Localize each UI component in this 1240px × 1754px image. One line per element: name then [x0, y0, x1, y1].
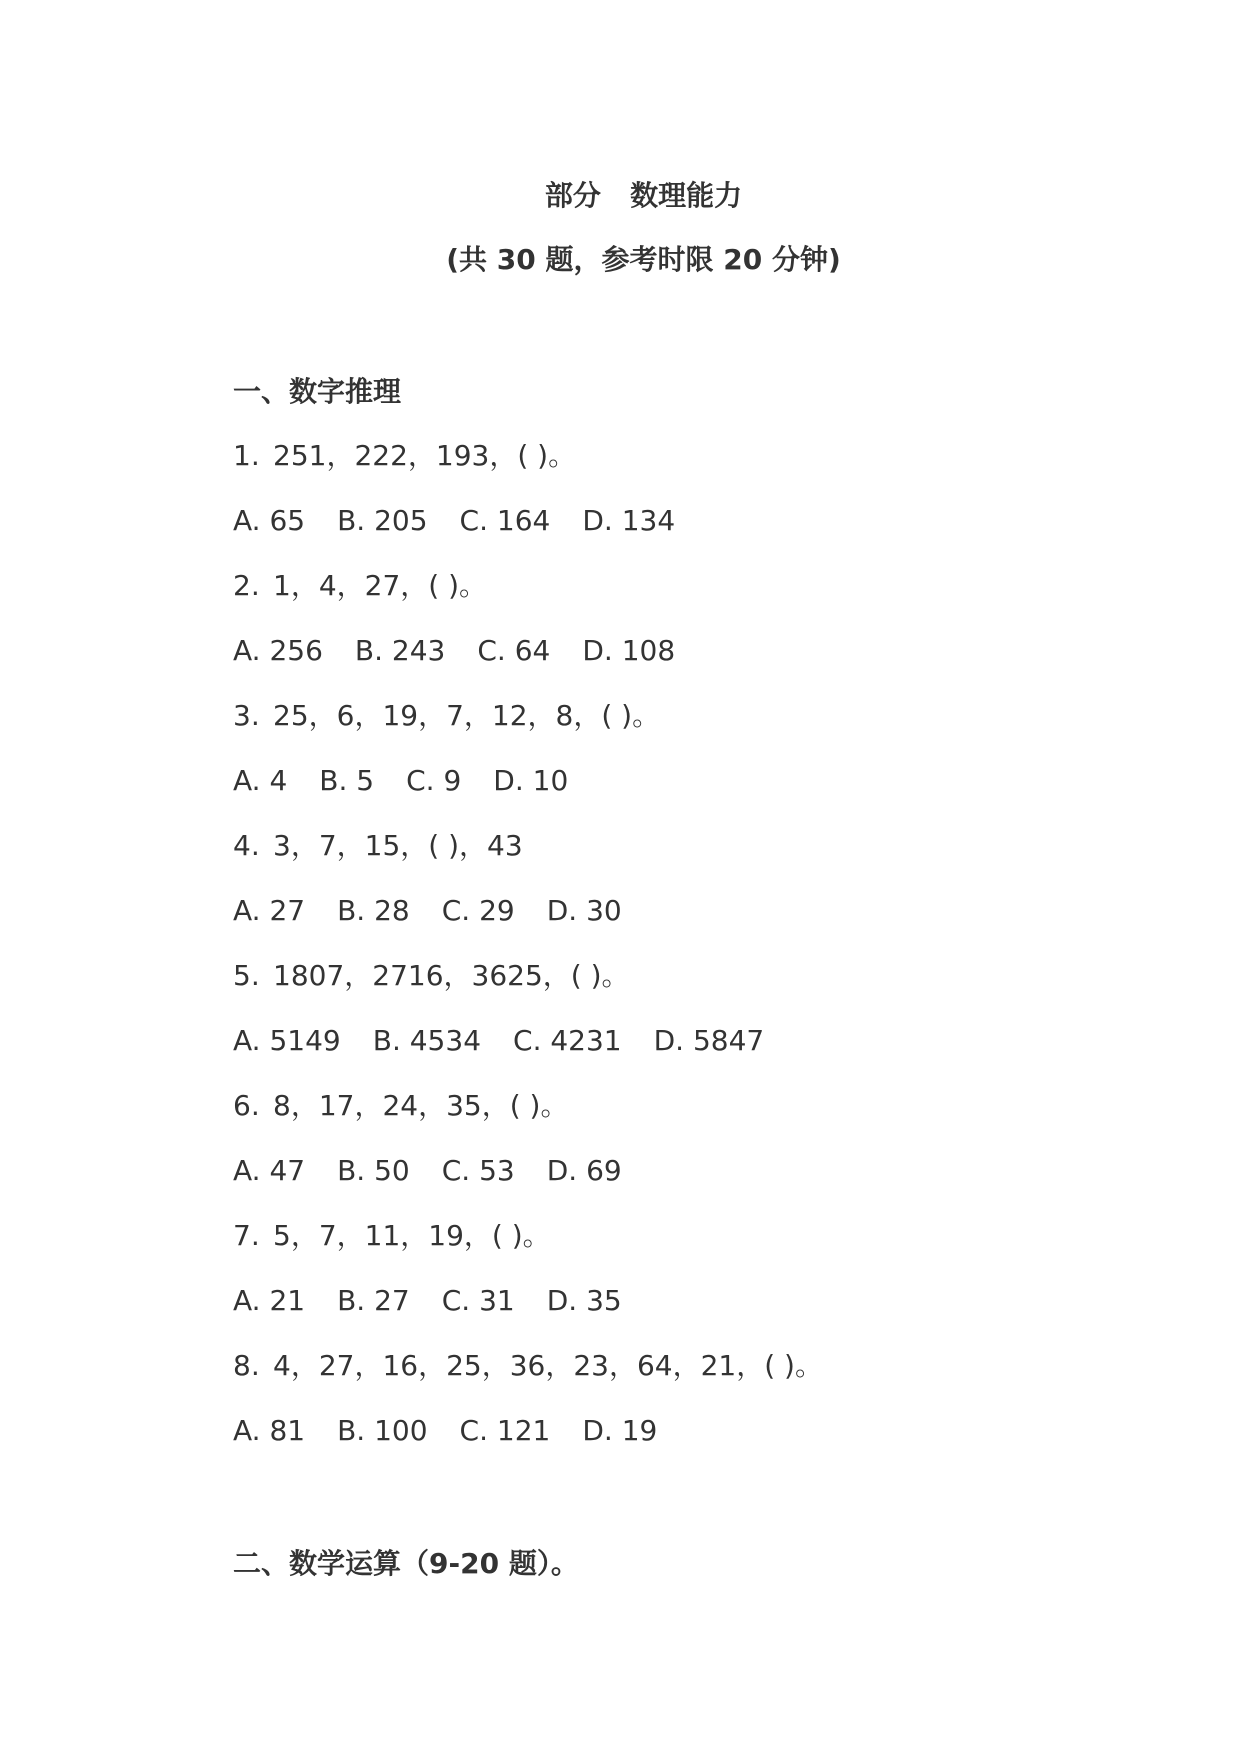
- question-stem-line: [233, 438, 823, 503]
- option-b: B. 28: [337, 894, 410, 927]
- option-d: D. 35: [546, 1284, 622, 1317]
- option-c: C. 31: [441, 1284, 515, 1317]
- question-stem: 5，7，11，19，( )。: [273, 1219, 551, 1252]
- option-b: B. 243: [354, 634, 446, 667]
- option-b: B. 4534: [372, 1024, 482, 1057]
- option-a: A. 65: [233, 504, 306, 537]
- question-options: [233, 763, 823, 828]
- option-a: A. 47: [233, 1154, 306, 1187]
- question-stem: 1807，2716，3625，( )。: [273, 959, 630, 992]
- option-a: A. 81: [233, 1414, 306, 1447]
- question-item: [233, 438, 823, 568]
- section-heading-math-operations: 二、数学运算（9-20 题）。: [233, 1547, 579, 1580]
- question-item: [233, 1348, 823, 1478]
- question-stem-line: [233, 1218, 823, 1283]
- option-a: A. 5149: [233, 1024, 341, 1057]
- question-stem-line: [233, 698, 823, 763]
- option-a: A. 21: [233, 1284, 306, 1317]
- question-options: [233, 1413, 823, 1478]
- option-c: C. 9: [406, 764, 462, 797]
- option-d: D. 19: [582, 1414, 658, 1447]
- page-subtitle: (共 30 题，参考时限 20 分钟): [446, 243, 841, 276]
- question-options: [233, 893, 823, 958]
- question-number: 5.: [233, 959, 260, 992]
- option-a: A. 256: [233, 634, 323, 667]
- question-number: 1.: [233, 439, 260, 472]
- question-number: 4.: [233, 829, 260, 862]
- option-c: C. 164: [459, 504, 551, 537]
- question-stem: 251，222，193，( )。: [273, 439, 577, 472]
- question-number: 2.: [233, 569, 260, 602]
- question-number: 6.: [233, 1089, 260, 1122]
- question-stem-line: [233, 1348, 823, 1413]
- question-stem: 3，7，15，( )，43: [273, 829, 523, 862]
- option-d: D. 5847: [653, 1024, 765, 1057]
- question-number: 3.: [233, 699, 260, 732]
- question-number: 7.: [233, 1219, 260, 1252]
- option-c: C. 29: [441, 894, 515, 927]
- option-c: C. 121: [459, 1414, 551, 1447]
- option-d: D. 10: [493, 764, 569, 797]
- question-item: [233, 1088, 823, 1218]
- question-stem-line: [233, 568, 823, 633]
- option-d: D. 134: [582, 504, 676, 537]
- option-c: C. 64: [477, 634, 551, 667]
- option-b: B. 27: [337, 1284, 410, 1317]
- question-options: [233, 633, 823, 698]
- option-d: D. 69: [546, 1154, 622, 1187]
- question-item: [233, 568, 823, 698]
- option-b: B. 100: [337, 1414, 428, 1447]
- question-item: [233, 1218, 823, 1348]
- question-options: [233, 1153, 823, 1218]
- section-heading-number-reasoning: 一、数字推理: [233, 375, 402, 408]
- question-stem-line: [233, 958, 823, 1023]
- option-c: C. 53: [441, 1154, 515, 1187]
- question-stem-line: [233, 1088, 823, 1153]
- option-c: C. 4231: [513, 1024, 622, 1057]
- option-b: B. 205: [337, 504, 428, 537]
- question-list: [233, 438, 823, 1478]
- option-d: D. 30: [546, 894, 622, 927]
- question-item: [233, 958, 823, 1088]
- question-stem: 1，4，27，( )。: [273, 569, 488, 602]
- option-b: B. 5: [319, 764, 375, 797]
- option-a: A. 27: [233, 894, 306, 927]
- question-stem: 25，6，19，7，12，8，( )。: [273, 699, 661, 732]
- question-stem: 4，27，16，25，36，23，64，21，( )。: [273, 1349, 823, 1382]
- question-item: [233, 698, 823, 828]
- question-stem-line: [233, 828, 823, 893]
- option-b: B. 50: [337, 1154, 410, 1187]
- question-options: [233, 1023, 823, 1088]
- question-options: [233, 503, 823, 568]
- question-item: [233, 828, 823, 958]
- question-options: [233, 1283, 823, 1348]
- question-stem: 8，17，24，35，( )。: [273, 1089, 569, 1122]
- option-d: D. 108: [582, 634, 676, 667]
- option-a: A. 4: [233, 764, 288, 797]
- page-title: 部分 数理能力: [544, 179, 743, 212]
- question-number: 8.: [233, 1349, 260, 1382]
